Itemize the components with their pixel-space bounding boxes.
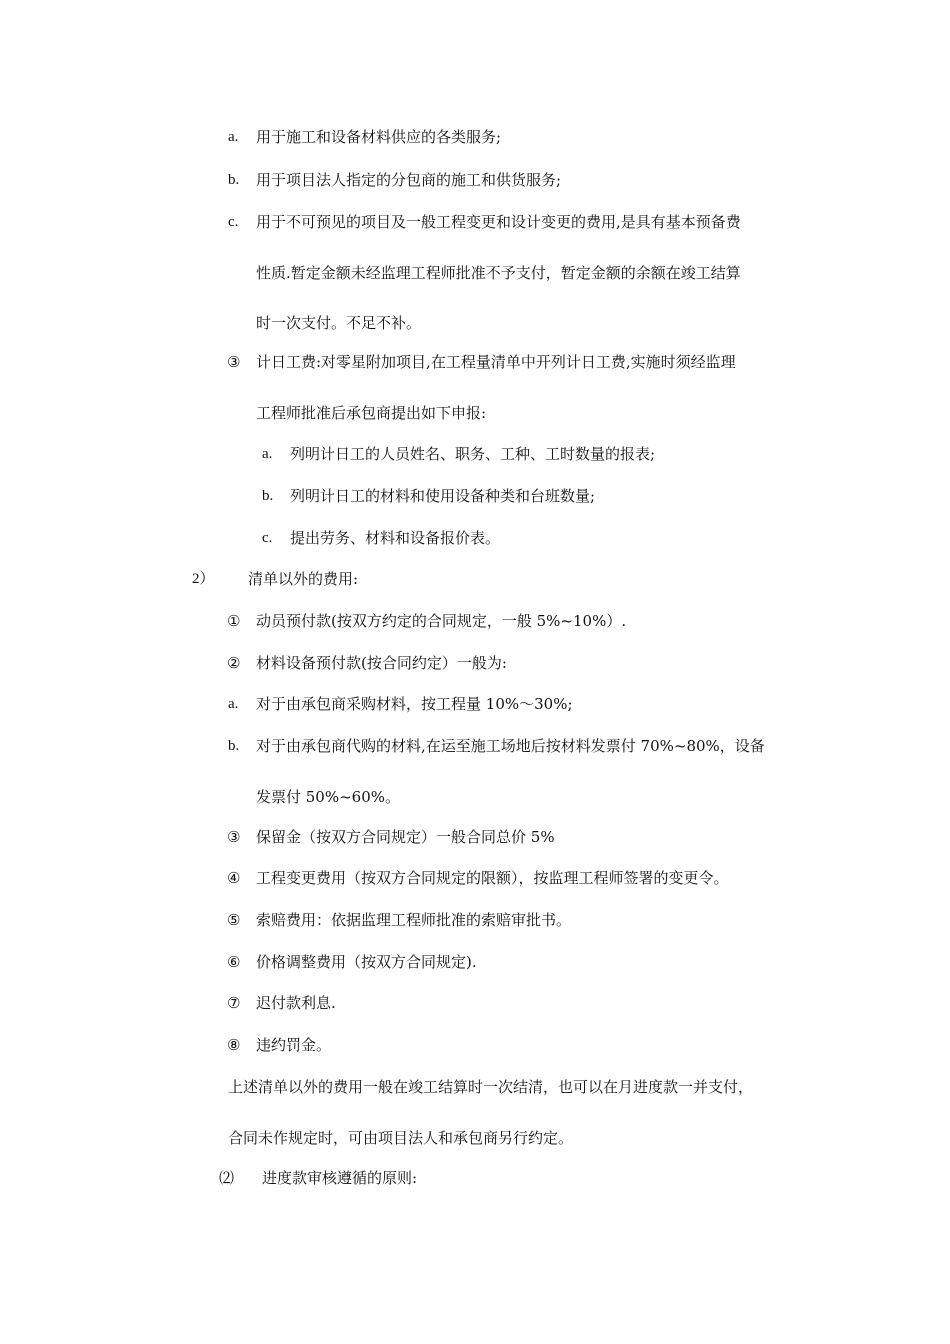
paragraph-line: 对于由承包商采购材料，按工程量 10%～30%; xyxy=(256,695,573,713)
paragraph-line: 用于不可预见的项目及一般工程变更和设计变更的费用,是具有基本预备费 xyxy=(256,213,741,231)
list-marker: ⑤ xyxy=(227,911,241,929)
paragraph-line: 价格调整费用（按双方合同规定). xyxy=(256,953,477,971)
paragraph-line: 动员预付款(按双方约定的合同规定，一般 5%~10%）. xyxy=(256,612,627,630)
paragraph-line: 时一次支付。不足不补。 xyxy=(256,314,422,332)
paragraph-line: 列明计日工的材料和使用设备种类和台班数量; xyxy=(290,487,596,505)
paragraph-line: 性质.暂定金额未经监理工程师批准不予支付，暂定金额的余额在竣工结算 xyxy=(256,264,741,282)
list-marker: ④ xyxy=(227,869,241,887)
paragraph-line: 提出劳务、材料和设备报价表。 xyxy=(290,529,501,547)
section-marker: ⑵ xyxy=(219,1169,235,1187)
list-marker: ⑦ xyxy=(227,994,241,1012)
paragraph-line: 合同未作规定时，可由项目法人和承包商另行约定。 xyxy=(228,1129,574,1147)
section-marker: 2） xyxy=(192,571,215,587)
list-marker: b. xyxy=(262,488,274,504)
paragraph-line: 工程师批准后承包商提出如下申报: xyxy=(256,404,487,422)
paragraph-line: 违约罚金。 xyxy=(256,1036,332,1054)
list-marker: b. xyxy=(228,172,240,188)
list-marker: c. xyxy=(228,214,239,230)
paragraph-line: 上述清单以外的费用一般在竣工结算时一次结清，也可以在月进度款一并支付， xyxy=(228,1078,754,1096)
list-marker: a. xyxy=(228,696,239,712)
list-marker: b. xyxy=(228,738,240,754)
paragraph-line: 迟付款利息. xyxy=(256,994,336,1012)
paragraph-line: 索赔费用：依据监理工程师批准的索赔审批书。 xyxy=(256,911,572,929)
section-heading: 进度款审核遵循的原则: xyxy=(262,1169,418,1187)
list-marker: c. xyxy=(262,530,273,546)
list-marker: ① xyxy=(227,612,241,630)
paragraph-line: 对于由承包商代购的材料,在运至施工场地后按材料发票付 70%~80%，设备 xyxy=(256,737,765,755)
list-marker: ③ xyxy=(227,828,241,846)
paragraph-line: 用于施工和设备材料供应的各类服务; xyxy=(256,128,502,146)
section-heading: 清单以外的费用: xyxy=(248,570,359,588)
list-marker: a. xyxy=(262,446,273,462)
list-marker: ③ xyxy=(227,353,241,371)
paragraph-line: 发票付 50%~60%。 xyxy=(256,788,401,806)
list-marker: ② xyxy=(227,654,241,672)
list-marker: ⑥ xyxy=(227,953,241,971)
paragraph-line: 保留金（按双方合同规定）一般合同总价 5% xyxy=(256,828,555,846)
list-marker: a. xyxy=(228,129,239,145)
paragraph-line: 工程变更费用（按双方合同规定的限额），按监理工程师签署的变更令。 xyxy=(256,869,729,887)
paragraph-line: 计日工费:对零星附加项目,在工程量清单中开列计日工费,实施时须经监理 xyxy=(256,353,736,371)
paragraph-line: 用于项目法人指定的分包商的施工和供货服务; xyxy=(256,171,562,189)
paragraph-line: 材料设备预付款(按合同约定）一般为: xyxy=(256,654,507,672)
paragraph-line: 列明计日工的人员姓名、职务、工种、工时数量的报表; xyxy=(290,445,656,463)
list-marker: ⑧ xyxy=(227,1036,241,1054)
